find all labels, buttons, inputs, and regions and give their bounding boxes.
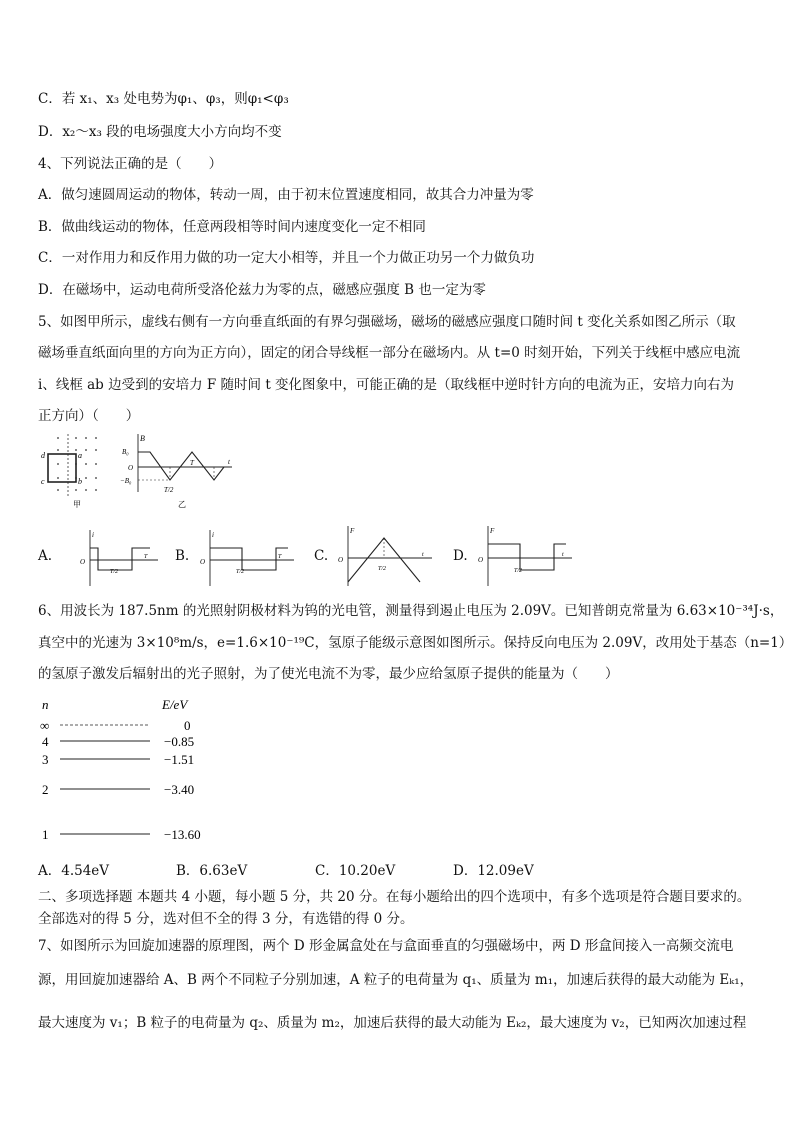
q4-option-a: A．做匀速圆周运动的物体，转动一周，由于初末位置速度相同，故其合力冲量为零 <box>38 187 534 203</box>
label-B: B <box>140 434 145 443</box>
axis-i: i <box>92 531 94 539</box>
tick-t: t <box>562 552 564 558</box>
level-n-inf: ∞ <box>40 718 50 733</box>
level-n-4: 4 <box>42 734 49 749</box>
q5-option-a-graph[interactable] <box>70 528 160 588</box>
q6-option-a[interactable]: A．4.54eV <box>38 863 110 879</box>
q4-option-c: C．一对作用力和反作用力做的功一定大小相等，并且一个力做正功另一个力做负功 <box>38 250 535 266</box>
label-T: T <box>190 459 194 467</box>
energy-n-header: n <box>42 697 49 712</box>
fig-yi <box>120 434 232 509</box>
level-e-3: −1.51 <box>164 752 195 767</box>
b-t-curve <box>138 452 224 480</box>
label-O: O <box>128 464 134 472</box>
axis-o: O <box>478 556 484 564</box>
q5-stem-line2: 磁场垂直纸面向里的方向为正方向），固定的闭合导线框一部分在磁场内。从 t=0 时刻开始，下列关于线框中感应电流 <box>38 345 741 361</box>
axis-o: O <box>80 558 86 566</box>
q6-option-d[interactable]: D．12.09eV <box>453 863 534 879</box>
level-n-1: 1 <box>42 827 49 842</box>
fig-jia <box>41 434 97 509</box>
q5-option-c-graph[interactable] <box>336 524 436 588</box>
label-Thalf: T/2 <box>164 486 174 494</box>
q6-stem-line3: 的氢原子激发后辐射出的光子照射，为了使光电流不为零，最少应给氢原子提供的能量为（ ） <box>38 666 619 682</box>
level-e-4: −0.85 <box>164 734 195 749</box>
q6-stem-line2: 真空中的光速为 3×10⁸m/s，e=1.6×10⁻¹⁹C，氢原子能级示意图如图所示。保持反向电压为 2.09V，改用处于基态（n=1） <box>38 635 793 651</box>
section2-scoring: 全部选对的得 5 分，选对但不全的得 3 分，有选错的得 0 分。 <box>38 911 414 927</box>
level-e-1: −13.60 <box>164 827 201 842</box>
label-d: d <box>41 451 45 460</box>
level-e-inf: 0 <box>184 718 191 733</box>
wire-frame <box>48 454 76 482</box>
axis-f: F <box>350 527 355 535</box>
tick-thalf: T/2 <box>236 569 245 575</box>
tick-thalf: T/2 <box>110 569 119 575</box>
energy-level-diagram <box>38 695 278 845</box>
q3-option-d: D．x₂～x₃ 段的电场强度大小方向均不变 <box>38 124 282 140</box>
level-n-3: 3 <box>42 752 49 767</box>
q5-option-d-label[interactable]: D. <box>453 548 468 564</box>
q6-stem-line1: 6、用波长为 187.5nm 的光照射阴极材料为钨的光电管，测量得到遏止电压为 2.09V。已知普朗克常量为 6.63×10⁻³⁴J·s， <box>38 603 784 619</box>
q5-stem-line3: i、线框 ab 边受到的安培力 F 随时间 t 变化图象中，可能正确的是（取线框中逆时针方向的电流为正，安培力向右为 <box>38 377 735 393</box>
label-B0: B₀ <box>122 448 129 456</box>
q5-figure <box>38 432 228 512</box>
q5-option-a-label[interactable]: A. <box>38 548 53 564</box>
q7-stem-line2: 源，用回旋加速器给 A、B 两个不同粒子分别加速，A 粒子的电荷量为 q₁、质量为 m₁，加速后获得的最大动能为 Eₖ₁， <box>38 972 754 988</box>
q5-stem-line1: 5、如图甲所示，虚线右侧有一方向垂直纸面的有界匀强磁场，磁场的磁感应强度口随时间 t 变化关系如图乙所示（取 <box>38 314 736 330</box>
q7-stem-line1: 7、如图所示为回旋加速器的原理图，两个 D 形金属盒处在与盒面垂直的匀强磁场中，两 D 形盒间接入一高频交流电 <box>38 938 734 954</box>
q7-stem-line3: 最大速度为 v₁；B 粒子的电荷量为 q₂、质量为 m₂，加速后获得的最大动能为 Eₖ₂，最大速度为 v₂，已知两次加速过程 <box>38 1015 747 1031</box>
label-t: t <box>228 458 230 466</box>
tick-t: t <box>422 552 424 558</box>
label-yi: 乙 <box>178 500 186 509</box>
q4-stem: 4、下列说法正确的是（ ） <box>38 156 223 172</box>
q5-option-d-graph[interactable] <box>476 524 576 588</box>
label-negB0: −B₀ <box>120 477 132 485</box>
q5-option-c-label[interactable]: C. <box>314 548 329 564</box>
q5-option-b-graph[interactable] <box>198 528 298 588</box>
q4-option-b: B．做曲线运动的物体，任意两段相等时间内速度变化一定不相同 <box>38 219 426 235</box>
tick-t: T <box>144 554 148 560</box>
level-e-2: −3.40 <box>164 782 195 797</box>
label-b: b <box>78 477 82 486</box>
label-jia: 甲 <box>73 500 81 509</box>
energy-e-header: E/eV <box>162 697 188 712</box>
q6-option-b[interactable]: B．6.63eV <box>176 863 248 879</box>
q5-stem-line4: 正方向）（ ） <box>38 408 140 424</box>
q4-option-d: D．在磁场中，运动电荷所受洛伦兹力为零的点，磁感应强度 B 也一定为零 <box>38 282 486 298</box>
label-c: c <box>41 477 45 486</box>
q3-option-c: C．若 x₁、x₃ 处电势为φ₁、φ₃，则φ₁<φ₃ <box>38 91 289 107</box>
q5-option-b-label[interactable]: B. <box>175 548 190 564</box>
axis-i: i <box>212 531 214 539</box>
axis-o: O <box>200 558 206 566</box>
tick-thalf: T/2 <box>514 568 523 574</box>
axis-o: O <box>338 556 344 564</box>
tick-thalf: T/2 <box>378 566 387 572</box>
q6-option-c[interactable]: C．10.20eV <box>315 863 396 879</box>
tick-t: T <box>278 554 282 560</box>
level-n-2: 2 <box>42 782 49 797</box>
axis-f: F <box>490 527 495 535</box>
label-a: a <box>78 451 82 460</box>
section2-heading: 二、多项选择题 本题共 4 小题，每小题 5 分，共 20 分。在每小题给出的四个选项中，有多个选项是符合题目要求的。 <box>38 889 751 905</box>
